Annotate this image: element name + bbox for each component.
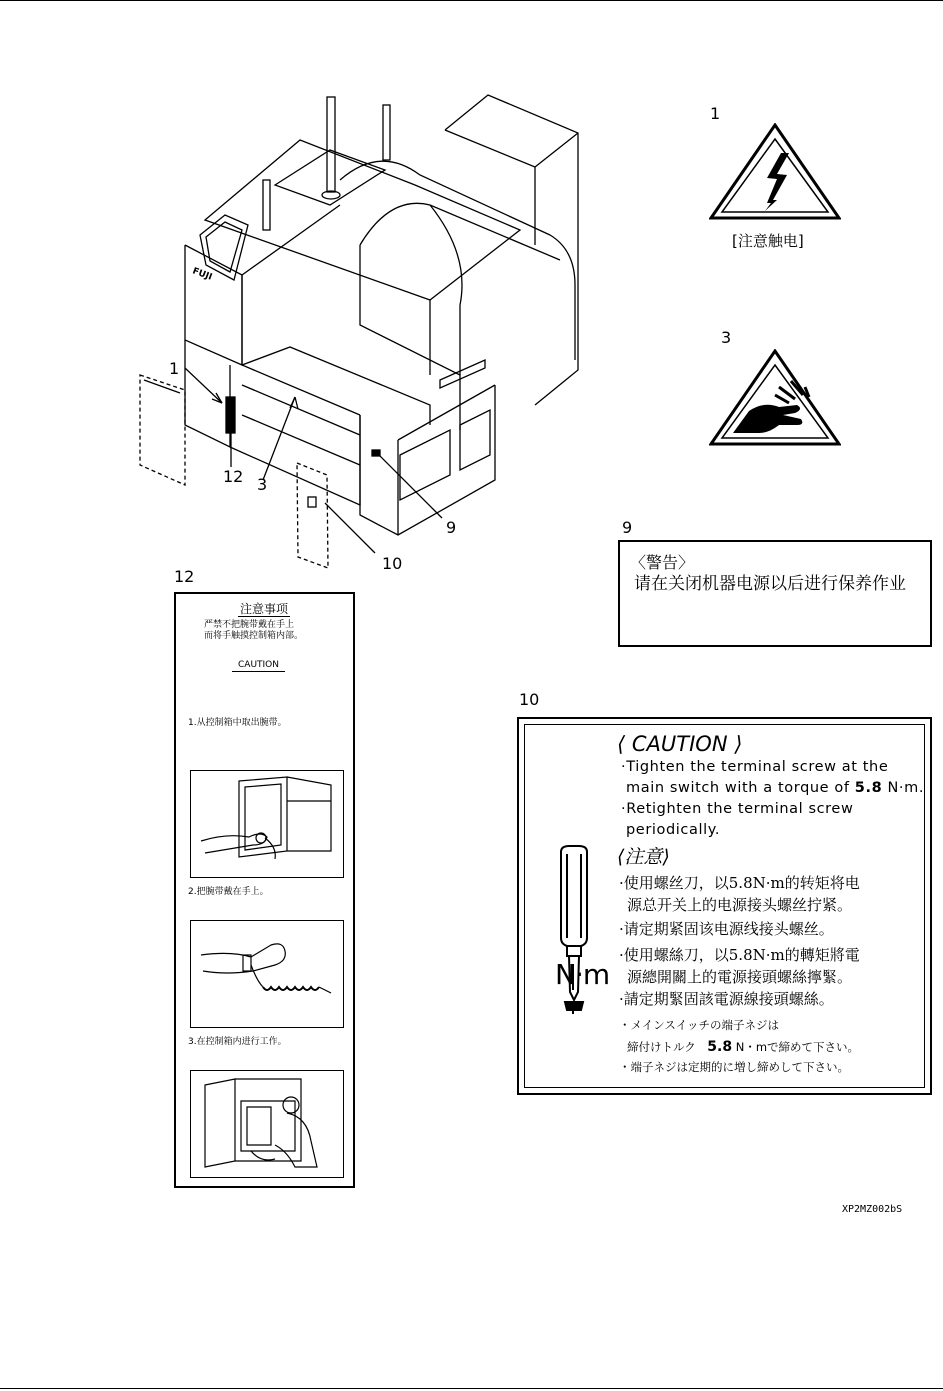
- label9-text: 请在关闭机器电源以后进行保养作业: [634, 574, 906, 594]
- label10-jp-line3: ・端子ネジは定期的に増し締めして下さい。: [619, 1060, 849, 1074]
- pointer-label-9: 9: [446, 518, 457, 537]
- label9-number: 9: [622, 518, 633, 537]
- label10-zh-s-line1: ·使用螺丝刀，以5.8N·m的转矩将电: [619, 874, 860, 892]
- label12-step1: 1.从控制箱中取出腕带。: [188, 718, 287, 728]
- label10-en-line4: periodically.: [626, 822, 721, 838]
- label12-step1-picture: [190, 770, 344, 878]
- label10-en-line1: ·Tighten the terminal screw at the: [621, 759, 889, 775]
- label10-number: 10: [519, 690, 540, 709]
- label12-step2-picture: [190, 920, 344, 1028]
- label10-panel: [517, 717, 932, 1095]
- label12-note-line1: 严禁不把腕带戴在手上: [204, 620, 295, 630]
- label10-en-line2: [626, 778, 924, 799]
- label10-en-line2-b: N·m.: [882, 780, 925, 796]
- sign1-caption: [注意触电]: [732, 232, 804, 250]
- figure-code: XP2MZ002bS: [842, 1204, 903, 1215]
- label12-step2: 2.把腕带戴在手上。: [188, 887, 269, 897]
- sign1-number: 1: [710, 104, 721, 123]
- label10-zh-title: ⟨注意⟩: [617, 846, 670, 868]
- label10-zh-s-line2: 源总开关上的电源接头螺丝拧紧。: [627, 896, 853, 914]
- pointer-label-1: 1: [169, 359, 180, 378]
- label10-en-line3: ·Retighten the terminal screw: [621, 801, 854, 817]
- hand-pinch-warning-icon: [709, 349, 841, 446]
- label10-en-line2-a: main switch with a torque of: [626, 780, 855, 796]
- label12-caution: CAUTION: [232, 660, 285, 672]
- label10-caution-title: ⟨ CAUTION ⟩: [617, 732, 743, 756]
- label10-jp-line2-b: N・mで締めて下さい。: [732, 1040, 860, 1054]
- label10-jp-line2-a: 締付けトルク: [627, 1040, 708, 1054]
- worker-at-cabinet-icon: [191, 1071, 343, 1177]
- label10-zh-s-line3: ·请定期紧固该电源线接头螺丝。: [619, 920, 834, 938]
- label10-zh-t-line2: 源總開關上的電源接頭螺絲擰緊。: [627, 968, 853, 986]
- pointer-label-10: 10: [382, 554, 403, 573]
- machine-illustration: [130, 85, 590, 575]
- label10-jp-torque: 5.8: [707, 1039, 733, 1055]
- label9-heading: 〈警告〉: [630, 553, 695, 572]
- top-rule: [0, 0, 943, 1]
- label10-unit: N·m: [555, 958, 610, 991]
- bottom-rule: [0, 1388, 943, 1389]
- label9-panel: [618, 540, 932, 647]
- label10-jp-line1: ・メインスイッチの端子ネジは: [619, 1018, 779, 1032]
- label12-step3: 3.在控制箱内进行工作。: [188, 1037, 287, 1047]
- label12-panel: [174, 592, 355, 1188]
- label12-number: 12: [174, 567, 195, 586]
- pointer-label-12: 12: [223, 467, 244, 486]
- cabinet-door-icon: [191, 771, 343, 877]
- pointer-label-3: 3: [257, 475, 268, 494]
- label10-en-torque: 5.8: [854, 780, 883, 796]
- wrist-strap-icon: [191, 921, 343, 1027]
- label10-jp-line2: [627, 1039, 859, 1056]
- label12-title: 注意事项: [240, 602, 289, 616]
- label10-zh-t-line3: ·請定期緊固該電源線接頭螺絲。: [619, 990, 834, 1008]
- label10-zh-t-line1: ·使用螺絲刀，以5.8N·m的轉矩將電: [619, 946, 860, 964]
- label12-step3-picture: [190, 1070, 344, 1178]
- electric-shock-warning-icon: [709, 123, 841, 220]
- sign3-number: 3: [721, 328, 732, 347]
- machine-brand: FUJI: [190, 266, 214, 283]
- label12-note-line2: 而将手触摸控制箱内部。: [204, 631, 304, 641]
